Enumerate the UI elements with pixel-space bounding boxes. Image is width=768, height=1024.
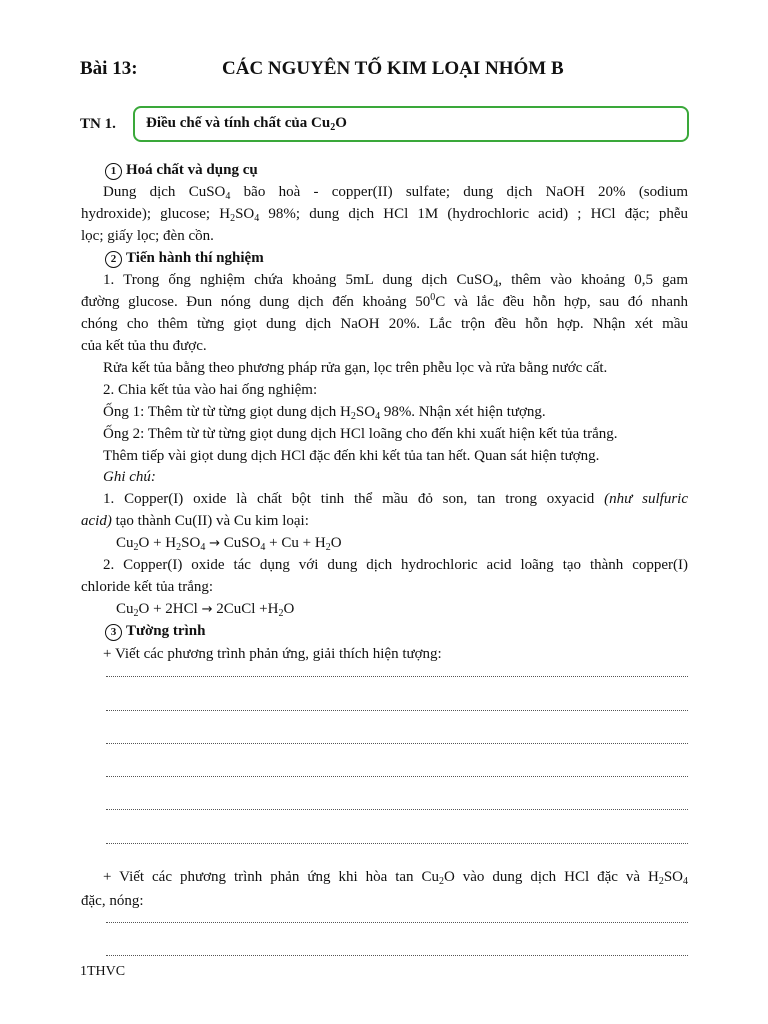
answer-line[interactable]: [106, 710, 688, 711]
section-1-line-1: Dung dịch CuSO$_4$ bão hoà - copper(II) sulfate; dung dịch NaOH 20% (sodium: [103, 184, 688, 202]
procedure-tube-2-cont: Thêm tiếp vài giọt dung dịch HCl đặc đến khi kết tủa tan hết. Quan sát hiện tượng.: [103, 448, 600, 464]
notes-heading: Ghi chú:: [103, 469, 156, 485]
note-2-line-2: chloride kết tủa trắng:: [81, 579, 214, 595]
procedure-line-3: chóng cho thêm từng giọt dung dịch NaOH 20%. Lắc trộn đều hỗn hợp. Nhận xét mầu: [81, 316, 689, 332]
answer-line[interactable]: [106, 676, 688, 677]
procedure-wash: Rửa kết tủa bằng theo phương pháp rửa gạn, lọc trên phễu lọc và rửa bằng nước cất.: [103, 360, 608, 376]
note-1-line-1: 1. Copper(I) oxide là chất bột tinh thể mầu đỏ son, tan trong oxyacid (như sulfuric: [103, 491, 688, 507]
procedure-tube-1: Ống 1: Thêm từ từ từng giọt dung dịch $H_2SO_4$ 98%. Nhận xét hiện tượng.: [103, 404, 546, 422]
section-3-heading: 3 Tường trình: [105, 621, 205, 641]
section-3-number: 3: [105, 624, 122, 641]
answer-line[interactable]: [106, 743, 688, 744]
procedure-tube-2: Ống 2: Thêm từ từ từng giọt dung dịch HCl loãng cho đến khi xuất hiện kết tủa trắng.: [103, 426, 618, 442]
procedure-line-2: đường glucose. Đun nóng dung dịch đến khoảng $50^0C$ và lắc đều hỗn hợp, sau đó nhanh: [81, 292, 689, 310]
equation-2: $Cu_2O + 2HCl$ → 2CuCl $+H_2O$: [116, 601, 295, 619]
section-2-heading: 2 Tiến hành thí nghiệm: [105, 248, 264, 268]
reaction-arrow: →: [201, 602, 213, 617]
answer-line[interactable]: [106, 843, 688, 844]
section-2-number: 2: [105, 251, 122, 268]
procedure-split: 2. Chia kết tủa vào hai ống nghiệm:: [103, 382, 318, 398]
section-1-number: 1: [105, 163, 122, 180]
report-question-1: + Viết các phương trình phản ứng, giải thích hiện tượng:: [103, 646, 442, 662]
reaction-arrow: →: [209, 536, 220, 551]
report-question-2-line-2: đặc, nóng:: [81, 893, 144, 909]
lesson-number: Bài 13:: [80, 58, 138, 79]
equation-1: $Cu_2O + H_2SO_4$ → CuSO$_4$ + $Cu + H_2O$: [116, 535, 342, 553]
report-question-2-line-1: + Viết các phương trình phản ứng khi hòa $\tan Cu_2O$ vào dung dịch HCl đặc và $H_2SO_4$: [103, 869, 688, 887]
experiment-title: Điều chế và tính chất của $Cu_2O$: [146, 115, 347, 133]
note-1-line-2: acid) tạo thành Cu(II) và Cu kim loại:: [81, 513, 309, 529]
experiment-label: TN 1.: [80, 116, 116, 132]
footer-code: 1THVC: [80, 964, 126, 979]
section-1-line-3: lọc; giấy lọc; đèn cồn.: [81, 228, 214, 244]
answer-line[interactable]: [106, 776, 688, 777]
section-1-heading: 1 Hoá chất và dụng cụ: [105, 160, 258, 180]
answer-line[interactable]: [106, 955, 688, 956]
procedure-line-1: 1. Trong ống nghiệm chứa khoảng 5mL dung dịch CuSO$_4$, thêm vào khoảng 0,5 gam: [103, 272, 688, 290]
section-1-line-2: hydroxide); glucose; $H_2SO_4$ 98%; dung dịch HCl 1M (hydrochloric acid) ; HCl đặc; phễu: [81, 206, 688, 224]
procedure-line-4: của kết tủa thu được.: [81, 338, 207, 354]
answer-line[interactable]: [106, 922, 688, 923]
note-2-line-1: 2. Copper(I) oxide tác dụng với dung dịch hydrochloric acid loãng tạo thành copper(I): [103, 557, 688, 573]
page-title: CÁC NGUYÊN TỐ KIM LOẠI NHÓM B: [222, 58, 564, 79]
answer-line[interactable]: [106, 809, 688, 810]
